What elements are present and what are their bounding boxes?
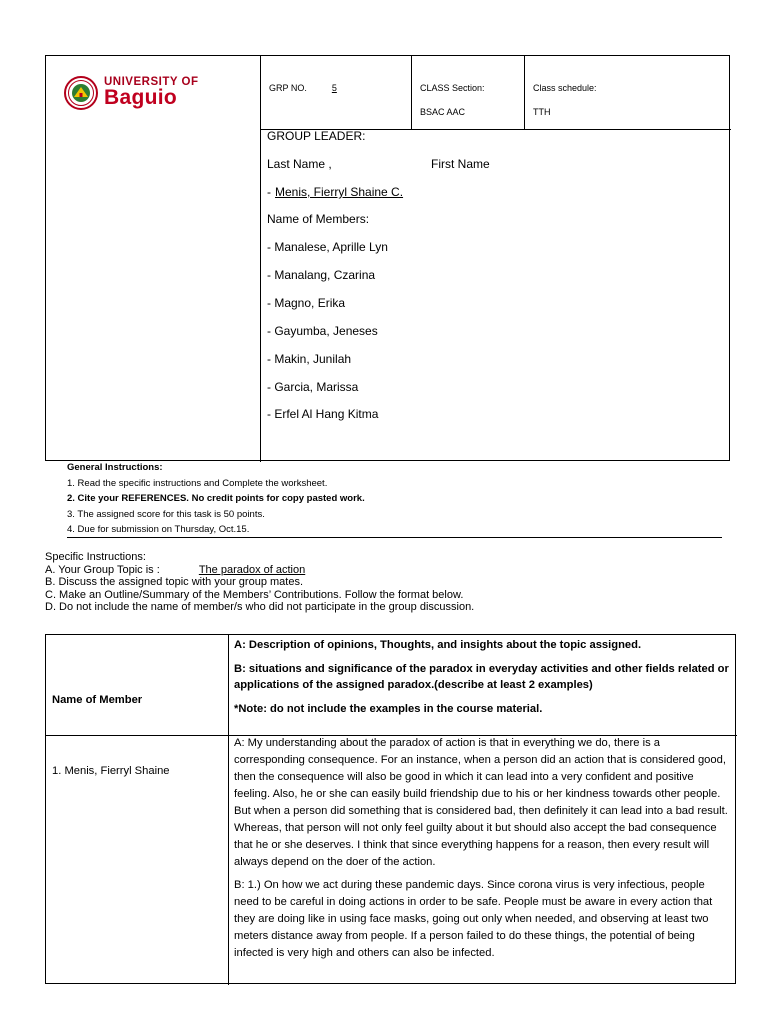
members-label: Name of Members: (267, 212, 370, 226)
first-name-label: First Name (431, 157, 490, 171)
header-divider (524, 56, 525, 130)
contribution-a: A: My understanding about the paradox of action is that in everything we do, there is a corresponding consequence. For an instance, when a person did an action that is considered good, then the consequence will also be good in which it can lead into a very confident and positive feeling. Also, he or she can easily build friendship due to his or her kindness towards other people. But when a person did something that is considered bad, then definitely it can lead into a bad result. Whereas, that person will not only feel guilty about it but should also accept the bad consequence that he or she deserves. I think that since everything happens for a reason, then every result will always depend on the doer of the action. (234, 737, 728, 868)
specific-instruction-a (45, 564, 735, 577)
member-item: - Manalese, Aprille Lyn (267, 240, 388, 254)
group-number (269, 83, 353, 93)
instructions-divider (67, 537, 722, 538)
general-instruction-item: 4. Due for submission on Thursday, Oct.15. (67, 524, 250, 535)
specific-instruction-c: C. Make an Outline/Summary of the Members’ Contributions. Follow the format below. (45, 588, 464, 601)
column-header-description (234, 637, 730, 717)
member-name-cell: 1. Menis, Fierryl Shaine (52, 765, 170, 777)
university-seal-icon (64, 76, 98, 110)
table-column-divider (228, 635, 229, 985)
general-instructions (67, 460, 727, 538)
specific-instruction-b: B. Discuss the assigned topic with your group mates. (45, 576, 304, 589)
group-number-label: GRP NO. (269, 83, 307, 93)
leader-name-prefix: - (267, 185, 271, 199)
member-item: - Magno, Erika (267, 296, 346, 310)
leader-name (267, 185, 412, 199)
logo-line-1: UNIVERSITY OF (104, 76, 199, 88)
member-item: - Manalang, Czarina (267, 268, 376, 282)
class-schedule-label: Class schedule: (533, 83, 597, 93)
contribution-b: B: 1.) On how we act during these pandemic days. Since corona virus is very infectious, people need to be careful in doing actions in order to be safe. People must be aware in every action that they are doing like in using face masks, going out only when needed, and observing at least two meters distance away from people. If a person failed to do these things, the potential of being infected is very high and others can also be infected. (234, 879, 713, 959)
class-section-label: CLASS Section: (420, 83, 485, 93)
general-instruction-item: 3. The assigned score for this task is 50 points. (67, 508, 265, 520)
general-instructions-title: General Instructions: (67, 462, 163, 473)
group-topic: The paradox of action (198, 563, 306, 576)
group-number-value: 5 (331, 83, 337, 93)
column-header-note: *Note: do not include the examples in the course material. (234, 703, 543, 715)
leader-name-value: Menis, Fierryl Shaine C. (275, 185, 404, 199)
header-divider (411, 56, 412, 130)
column-header-name: Name of Member (52, 694, 143, 706)
contributions-table (45, 634, 736, 984)
logo-line-2: Baguio (104, 86, 177, 109)
member-item: - Garcia, Marissa (267, 380, 359, 394)
column-header-b: B: situations and significance of the paradox in everyday activities and other fields related or applications of the assigned paradox.(describe at least 2 examples) (234, 663, 729, 691)
last-name-label: Last Name , (267, 157, 332, 171)
specific-instruction-d: D. Do not include the name of member/s who did not participate in the group discussion. (45, 601, 475, 614)
group-leader-label: GROUP LEADER: (267, 129, 366, 143)
specific-instructions-title: Specific Instructions: (45, 551, 146, 563)
member-contribution-cell (234, 735, 732, 962)
class-section-value: BSAC AAC (420, 107, 466, 117)
member-item: - Gayumba, Jeneses (267, 324, 378, 338)
specific-instructions (45, 551, 735, 614)
header-divider (260, 56, 261, 462)
general-instruction-item: 1. Read the specific instructions and Complete the worksheet. (67, 477, 328, 489)
class-schedule-value: TTH (533, 107, 551, 117)
header-table (45, 55, 730, 461)
general-instruction-item: 2. Cite your REFERENCES. No credit points for copy pasted work. (67, 493, 365, 504)
member-item: - Erfel Al Hang Kitma (267, 407, 379, 421)
topic-prefix: A. Your Group Topic is : (45, 563, 160, 576)
member-item: - Makin, Junilah (267, 352, 352, 366)
column-header-a: A: Description of opinions, Thoughts, and insights about the topic assigned. (234, 639, 642, 651)
university-logo (64, 76, 236, 110)
